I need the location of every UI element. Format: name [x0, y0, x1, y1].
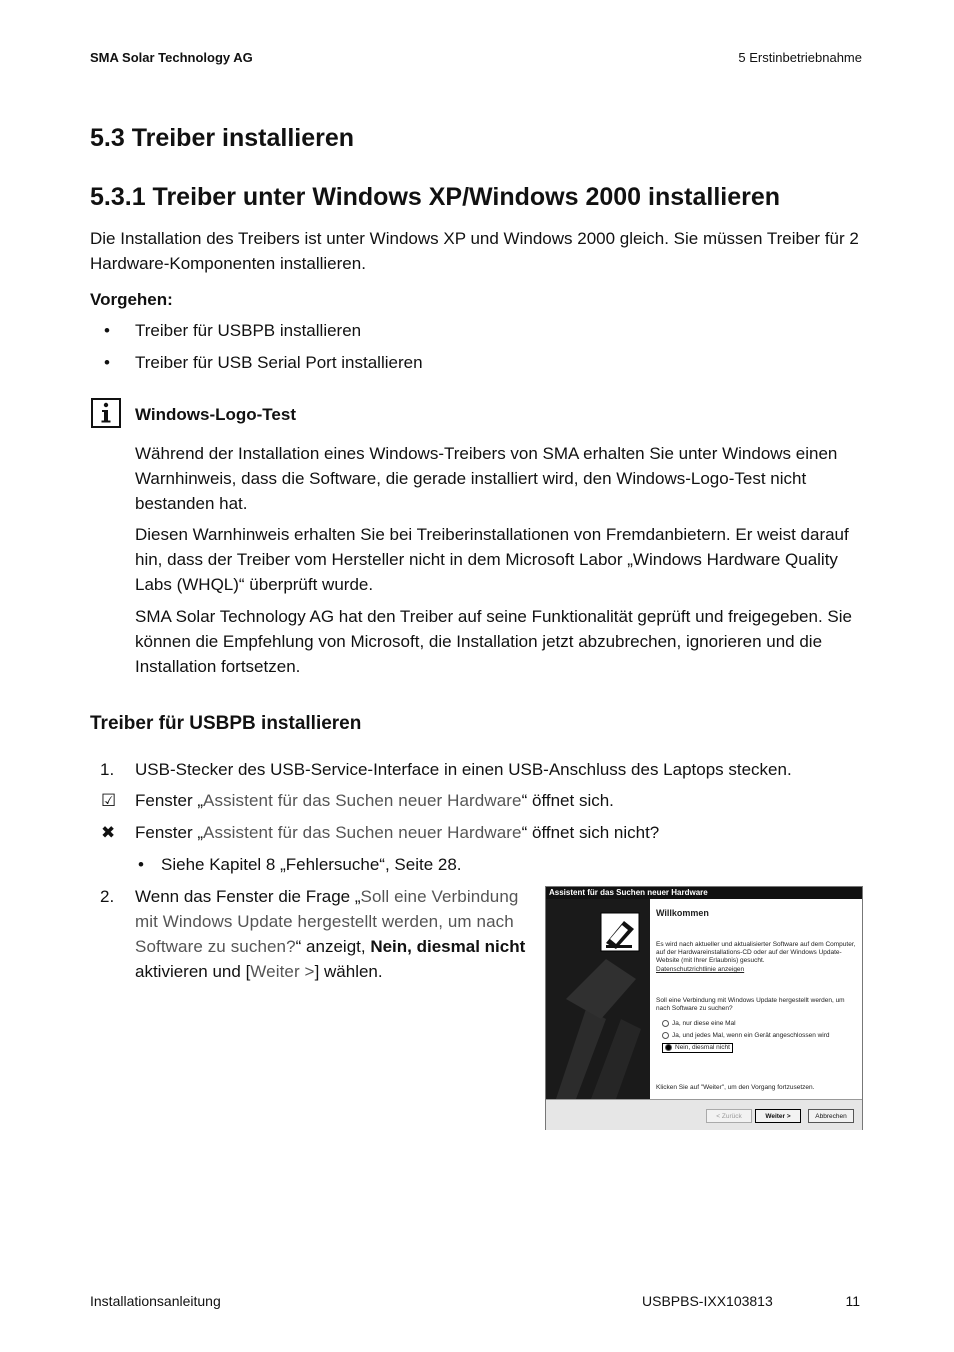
result-ok: [135, 788, 865, 813]
bullet-dot: •: [104, 321, 110, 340]
info-icon: [91, 398, 121, 428]
radio-option-always[interactable]: [662, 1032, 830, 1040]
step-number: 2.: [100, 887, 115, 906]
wizard-graphic: [546, 899, 650, 1099]
wizard-button-bar: [546, 1099, 862, 1130]
result-suffix: “ öffnet sich nicht?: [521, 823, 660, 842]
footer-doc-type: Installationsanleitung: [90, 1293, 221, 1309]
hardware-wizard-icon: [601, 913, 639, 951]
subsection-heading: 5.3.1 Treiber unter Windows XP/Windows 2000 installieren: [90, 183, 781, 211]
result-suffix: “ öffnet sich.: [521, 791, 614, 810]
step2-text-3: aktivieren und [: [135, 962, 251, 981]
info-paragraph: SMA Solar Technology AG hat den Treiber auf seine Funktionalität geprüft und freigegeben. Sie können die Empfehlung von Microsoft, die Installation jetzt abzubrechen, ignorieren und die Installation fortsetzen.: [135, 607, 852, 676]
back-button[interactable]: < Zurück: [706, 1109, 752, 1123]
privacy-link[interactable]: Datenschutzrichtlinie anzeigen: [656, 966, 745, 973]
header-company: SMA Solar Technology AG: [90, 50, 253, 65]
step2-text-2: “ anzeigt,: [295, 937, 371, 956]
cancel-button[interactable]: Abbrechen: [808, 1109, 854, 1123]
gui-question: Soll eine Verbindung mit Windows Update hergestellt werden, um nach Software zu suchen?: [135, 887, 519, 956]
gui-window-name: Assistent für das Suchen neuer Hardware: [203, 791, 522, 810]
wizard-heading: Willkommen: [656, 908, 709, 918]
step-text: USB-Stecker des USB-Service-Interface in einen USB-Anschluss des Laptops stecken.: [135, 760, 792, 779]
info-paragraph: Während der Installation eines Windows-Treibers von SMA erhalten Sie unter Windows einen Warnhinweis, dass die Software, die gerade installiert wird, den Windows-Logo-Test nicht bestanden hat.: [135, 444, 838, 513]
info-paragraph: Diesen Warnhinweis erhalten Sie bei Treiberinstallationen von Fremdanbietern. Er weist darauf hin, dass der Treiber vom Hersteller nicht in dem Microsoft Labor „Windows Hardware Quality Labs (WHQL)“ überprüft wurde.: [135, 525, 849, 594]
step-text: [135, 884, 530, 984]
option-name: Nein, diesmal nicht: [370, 937, 526, 956]
radio-icon: [662, 1020, 669, 1027]
result-prefix: Fenster „: [135, 791, 204, 810]
procedure-heading: Treiber für USBPB installieren: [90, 713, 362, 734]
radio-icon: [662, 1032, 669, 1039]
radio-label: Ja, und jedes Mal, wenn ein Gerät angeschlossen wird: [672, 1032, 830, 1040]
radio-label: Ja, nur diese eine Mal: [672, 1020, 736, 1028]
step2-text-1: Wenn das Fenster die Frage „: [135, 887, 361, 906]
wizard-screenshot: [545, 886, 863, 1130]
wizard-continue-hint: Klicken Sie auf "Weiter", um den Vorgang fortzusetzen.: [656, 1084, 815, 1091]
wizard-sidebar: [546, 899, 650, 1099]
bullet-dot: •: [104, 353, 110, 372]
section-heading: 5.3 Treiber installieren: [90, 124, 355, 152]
footer-doc-id: USBPBS-IXX103813: [642, 1293, 773, 1309]
bullet-item: Treiber für USBPB installieren: [135, 321, 362, 340]
checkbox-icon: ☑: [101, 791, 117, 810]
next-button[interactable]: Weiter >: [755, 1109, 801, 1123]
gui-button-name: Weiter >: [250, 962, 315, 981]
step-number: 1.: [100, 760, 115, 779]
intro-paragraph: Die Installation des Treibers ist unter Windows XP und Windows 2000 gleich. Sie müssen Treiber für 2 Hardware-Komponenten installieren.: [90, 229, 859, 273]
header-chapter: 5 Erstinbetriebnahme: [738, 50, 862, 65]
radio-option-not-now[interactable]: [662, 1043, 733, 1053]
step2-text-4: ] wählen.: [314, 962, 383, 981]
page-number: 11: [845, 1293, 860, 1309]
wizard-intro: Es wird nach aktueller und aktualisierter Software auf dem Computer, auf der Hardwareinstallations-CD oder auf der Windows Update-Website (mit Ihrer Erlaubnis) gesucht.: [656, 941, 856, 964]
gui-window-name: Assistent für das Suchen neuer Hardware: [203, 823, 522, 842]
sub-bullet-text: Siehe Kapitel 8 „Fehlersuche“, Seite 28.: [161, 855, 462, 874]
radio-label: Nein, diesmal nicht: [675, 1044, 730, 1052]
wizard-question: Soll eine Verbindung mit Windows Update hergestellt werden, um nach Software zu suchen?: [656, 997, 845, 1012]
radio-option-once[interactable]: [662, 1020, 736, 1028]
wizard-content: [650, 899, 862, 1099]
bullet-dot: •: [138, 855, 144, 874]
radio-selected-icon: [665, 1044, 672, 1051]
result-fail: [135, 820, 865, 845]
info-title: Windows-Logo-Test: [135, 405, 297, 424]
wizard-title: Assistent für das Suchen neuer Hardware: [546, 887, 862, 899]
procedure-label: Vorgehen:: [90, 290, 173, 309]
cross-icon: ✖: [101, 823, 116, 842]
result-prefix: Fenster „: [135, 823, 204, 842]
bullet-item: Treiber für USB Serial Port installieren: [135, 353, 423, 372]
